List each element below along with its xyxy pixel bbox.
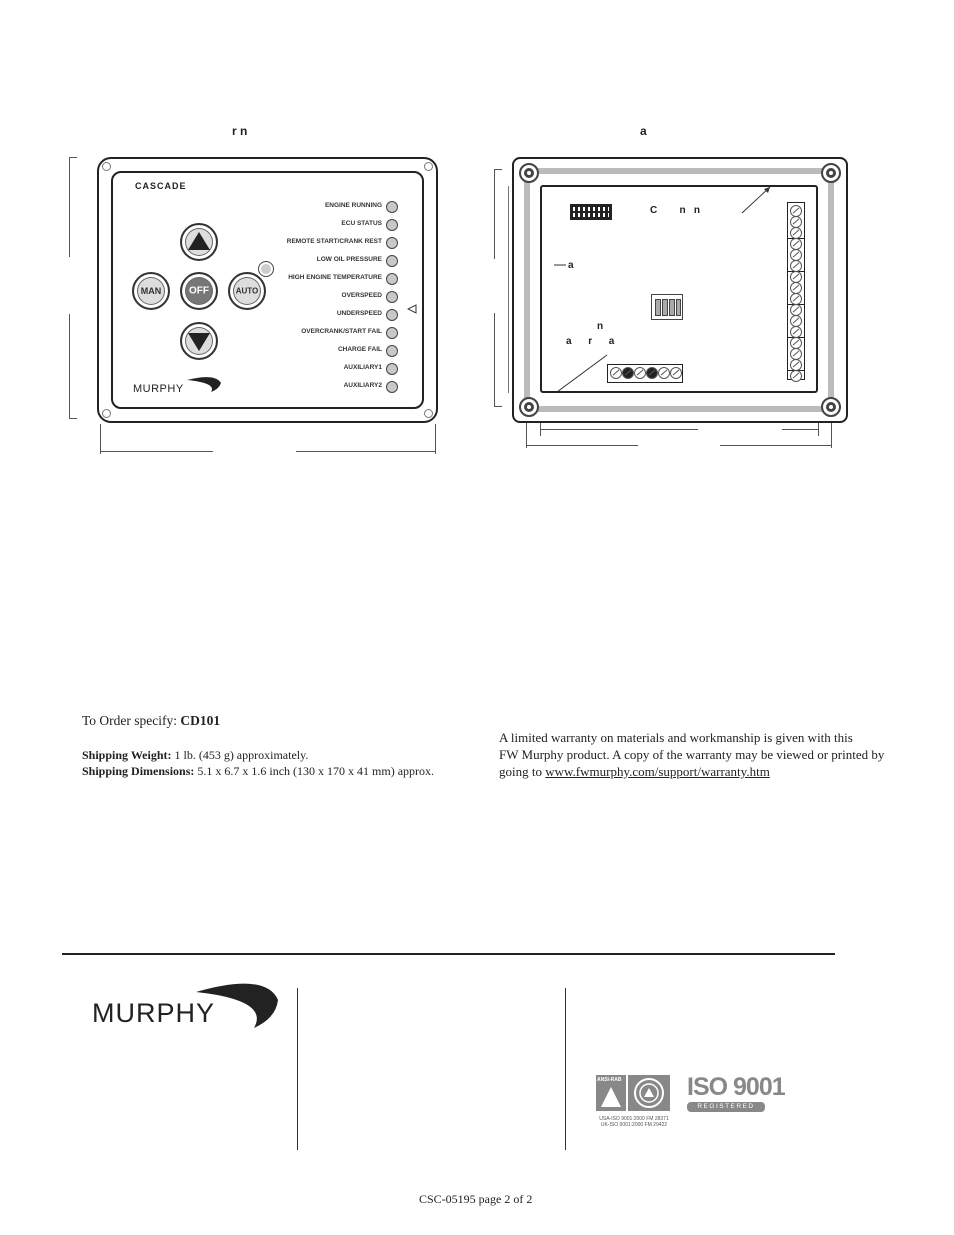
circuit-board — [540, 185, 818, 393]
footer-brand-logo — [90, 978, 290, 1038]
up-button[interactable] — [180, 223, 218, 261]
shipping-weight-value: 1 lb. (453 g) approximately. — [171, 748, 309, 762]
warranty-line-3 — [499, 763, 889, 780]
board-bottom-label-2: a r a — [566, 336, 615, 347]
status-led-indicator — [386, 219, 398, 231]
status-led-indicator — [386, 201, 398, 213]
off-button-label: OFF — [189, 285, 209, 297]
cert-caption-line-1: USA-ISO 9001:2000 FM 28371 — [599, 1116, 669, 1122]
led-label: LOW OIL PRESSURE — [316, 256, 382, 263]
leader-lines — [542, 187, 816, 391]
board-left-label: a — [568, 260, 574, 271]
footer-brand-text: MURPHY — [92, 998, 216, 1028]
pointer-arrow-icon — [407, 304, 417, 314]
led-label: AUXILIARY2 — [343, 382, 382, 389]
mount-hole — [519, 163, 539, 183]
shipping-dimensions-label: Shipping Dimensions: — [82, 764, 195, 778]
mount-hole — [519, 397, 539, 417]
back-panel — [512, 157, 848, 423]
led-label: OVERSPEED — [341, 292, 382, 299]
shipping-dimensions — [82, 764, 434, 779]
iso-registered-text: REGISTERED — [697, 1103, 755, 1110]
mount-hole — [424, 409, 433, 418]
arrow-up-icon — [182, 225, 216, 259]
shipping-weight-label: Shipping Weight: — [82, 748, 172, 762]
front-panel — [97, 157, 438, 423]
anab-cert-badge — [596, 1075, 626, 1111]
led-label: CHARGE FAIL — [337, 346, 382, 353]
front-view-heading: r n — [232, 124, 248, 138]
status-led-indicator — [386, 273, 398, 285]
triangle-icon — [596, 1075, 626, 1111]
off-button[interactable] — [180, 272, 218, 310]
board-bottom-label-1: n — [597, 321, 604, 332]
product-label: CASCADE — [135, 181, 187, 191]
cert-caption-line-2: UK-ISO 9001:2000 FM 29422 — [600, 1122, 668, 1128]
status-led-indicator — [386, 363, 398, 375]
man-button-label: MAN — [140, 286, 162, 296]
led-label: OVERCRANK/START FAIL — [301, 328, 382, 335]
led-label: REMOTE START/CRANK REST — [286, 238, 382, 245]
led-label: HIGH ENGINE TEMPERATURE — [288, 274, 382, 281]
warranty-line-3-prefix: going to — [499, 764, 546, 779]
mount-hole — [102, 409, 111, 418]
footer-column-divider — [565, 988, 566, 1150]
led-label: ENGINE RUNNING — [324, 202, 382, 209]
status-led-indicator — [386, 345, 398, 357]
shipping-weight — [82, 748, 308, 763]
status-led-indicator — [386, 327, 398, 339]
connector-label: C n n — [650, 205, 700, 216]
iso-registered-badge — [687, 1102, 765, 1112]
footer-divider — [62, 953, 835, 955]
warranty-text — [499, 729, 889, 780]
back-height-dimension — [494, 169, 495, 407]
front-brand-logo — [133, 379, 223, 399]
page-identifier: CSC-05195 page 2 of 2 — [419, 1192, 533, 1206]
front-height-dimension — [69, 157, 70, 419]
down-button[interactable] — [180, 322, 218, 360]
front-brand-text: MURPHY — [133, 383, 184, 395]
order-prefix: To Order specify: — [82, 713, 181, 728]
mount-hole — [424, 162, 433, 171]
led-label: ECU STATUS — [341, 220, 382, 227]
arrow-down-icon — [182, 324, 216, 358]
mount-hole — [102, 162, 111, 171]
warranty-line-1: A limited warranty on materials and workmanship is given with this — [499, 730, 853, 745]
back-inner-height-dimension — [508, 186, 509, 393]
cert-caption — [592, 1116, 676, 1128]
status-led-indicator — [386, 381, 398, 393]
nsai-cert-badge — [628, 1075, 670, 1111]
led-label: AUXILIARY1 — [343, 364, 382, 371]
auto-button[interactable] — [228, 272, 266, 310]
swoosh-icon — [196, 978, 286, 1030]
back-view-heading: a — [640, 124, 647, 138]
status-led-indicator — [386, 291, 398, 303]
auto-button-label: AUTO — [235, 286, 259, 296]
warranty-link[interactable]: www.fwmurphy.com/support/warranty.htm — [545, 764, 770, 779]
led-label: UNDERSPEED — [336, 310, 382, 317]
swoosh-icon — [185, 375, 225, 393]
anab-cert-text: ANSI-RAB — [597, 1077, 622, 1083]
mount-hole — [821, 397, 841, 417]
mount-hole — [821, 163, 841, 183]
order-part-number: CD101 — [180, 713, 221, 728]
auto-indicator-led — [258, 261, 274, 277]
warranty-line-2: FW Murphy product. A copy of the warranty may be viewed or printed by — [499, 747, 885, 762]
man-button[interactable] — [132, 272, 170, 310]
front-faceplate — [111, 171, 424, 409]
front-width-dimension — [100, 424, 436, 454]
iso-title: ISO 9001 — [687, 1073, 785, 1101]
status-led-indicator — [386, 309, 398, 321]
footer-column-divider — [297, 988, 298, 1150]
order-line — [82, 713, 220, 729]
shipping-dimensions-value: 5.1 x 6.7 x 1.6 inch (130 x 170 x 41 mm) approx. — [194, 764, 435, 778]
seal-icon — [628, 1075, 670, 1111]
status-led-indicator — [386, 255, 398, 267]
status-led-indicator — [386, 237, 398, 249]
